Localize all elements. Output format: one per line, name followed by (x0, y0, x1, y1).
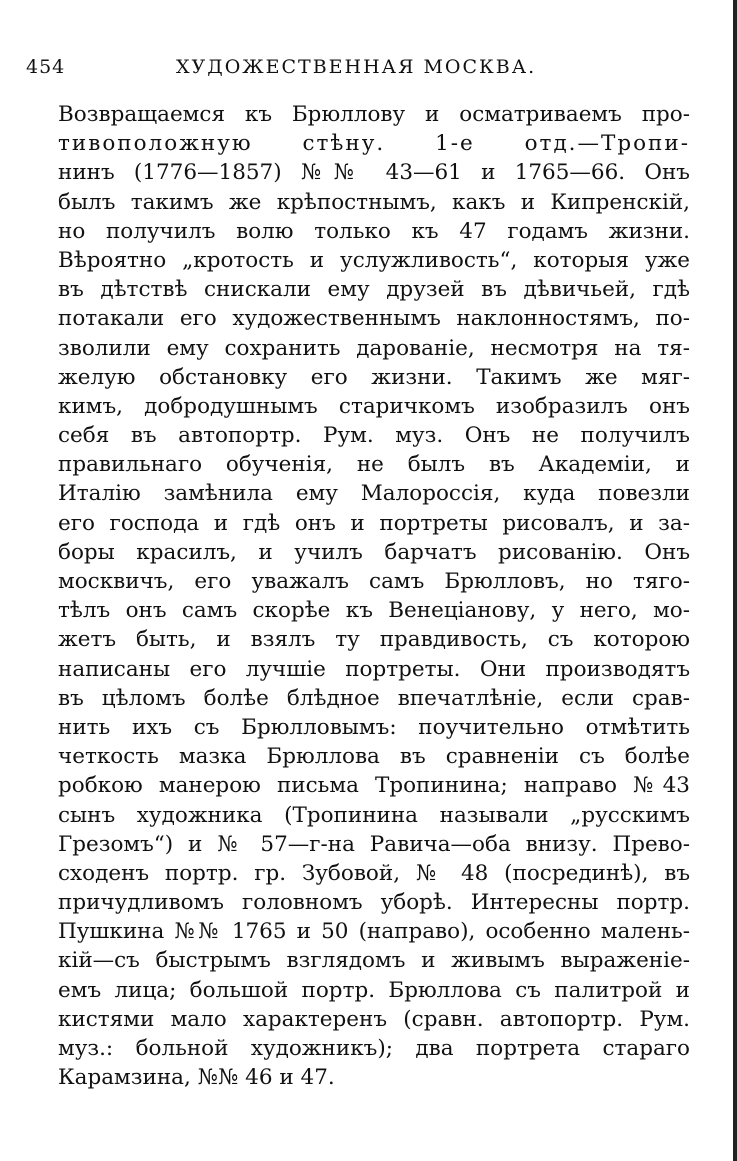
text-line: емъ лица; большой портр. Брюллова съ палитрой и (58, 977, 690, 1003)
text-line: написаны его лучшіе портреты. Они производятъ (58, 656, 690, 682)
text-line: причудливомъ головномъ уборѣ. Интересны портр. (58, 890, 690, 916)
text-line: потакали его художественнымъ наклонностямъ, по- (58, 306, 690, 332)
text-line: муз.: больной художникъ); два портрета стараго (58, 1036, 690, 1061)
text-line: тивоположную стѣну. 1-е отд.—Тропи- (58, 131, 690, 157)
text-line: въ дѣтствѣ снискали ему друзей въ дѣвичьей, гдѣ (58, 277, 690, 303)
text-line: себя въ автопортр. Рум. муз. Онъ не получилъ (58, 423, 690, 449)
running-title: ХУДОЖЕСТВЕННАЯ МОСКВА. (176, 56, 537, 78)
text-line: сынъ художника (Тропинина называли „русскимъ (58, 802, 690, 828)
text-line: нинъ (1776—1857) №№ 43—61 и 1765—66. Онъ (58, 160, 690, 186)
body-text (58, 100, 690, 1092)
text-line: Карамзина, №№ 46 и 47. (58, 1065, 335, 1091)
text-line: Пушкина №№ 1765 и 50 (направо), особенно малень- (58, 919, 690, 945)
text-line: Грезомъ“) и № 57—г-на Равича—оба внизу. Прево- (58, 831, 690, 857)
text-line: Италію замѣнила ему Малороссія, куда повезли (58, 481, 690, 507)
text-line: кимъ, добродушнымъ старичкомъ изобразилъ онъ (58, 393, 690, 419)
text-line: робкою манерою письма Тропинина; направо №43 (58, 773, 690, 799)
text-line: четкость мазка Брюллова въ сравненіи съ болѣе (58, 744, 690, 770)
text-line: тѣлъ онъ самъ скорѣе къ Венеціанову, у него, мо- (58, 598, 690, 624)
text-line: правильнаго обученія, не былъ въ Академіи, и (58, 452, 690, 478)
text-line: кистями мало характеренъ (сравн. автопортр. Рум. (58, 1006, 690, 1032)
text-line: сходенъ портр. гр. Зубовой, № 48 (посрединѣ), въ (58, 860, 690, 886)
page-edge-shadow (733, 0, 737, 1161)
text-line: его господа и гдѣ онъ и портреты рисовалъ, и за- (58, 510, 690, 536)
page-header (26, 56, 706, 86)
text-line: нить ихъ съ Брюлловымъ: поучительно отмѣтить (58, 714, 690, 740)
text-line: былъ такимъ же крѣпостнымъ, какъ и Кипренскій, (58, 189, 690, 215)
text-line: Возвращаемся къ Брюллову и осматриваемъ про- (58, 102, 690, 127)
page-number: 454 (26, 56, 66, 78)
text-line: кій—съ быстрымъ взглядомъ и живымъ выраженіе- (58, 948, 690, 974)
text-line: зволили ему сохранить дарованіе, несмотря на тя- (58, 335, 690, 361)
text-line: москвичъ, его уважалъ самъ Брюлловъ, но тяго- (58, 569, 690, 594)
text-line: но получилъ волю только къ 47 годамъ жизни. (58, 218, 690, 244)
text-line: желую обстановку его жизни. Такимъ же мяг- (58, 364, 690, 390)
text-line: Вѣроятно „кротость и услужливость“, которыя уже (58, 247, 690, 273)
text-line: жетъ быть, и взялъ ту правдивость, съ которою (58, 627, 690, 653)
text-line: въ цѣломъ болѣе блѣдное впечатлѣніе, если срав- (58, 685, 690, 711)
text-line: боры красилъ, и училъ барчатъ рисованію. Онъ (58, 539, 690, 565)
